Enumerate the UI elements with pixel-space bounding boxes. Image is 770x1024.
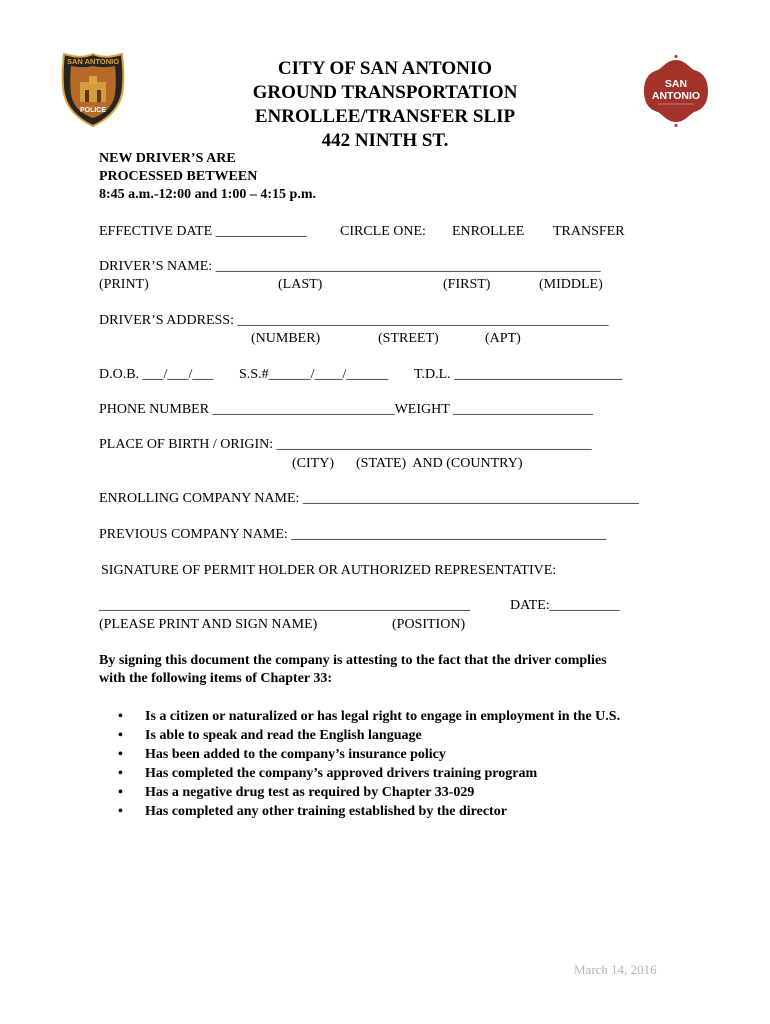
position-label: (POSITION)	[392, 617, 466, 632]
list-item	[118, 802, 620, 821]
bullet-icon: •	[118, 747, 123, 762]
list-item	[118, 707, 620, 726]
date-field[interactable]: DATE:__________	[510, 598, 620, 613]
requirement-text: Has completed the company’s approved drivers training program	[145, 766, 538, 781]
state-country-label: (STATE) AND (COUNTRY)	[356, 456, 523, 471]
requirement-text: Is able to speak and read the English language	[145, 728, 422, 743]
bullet-icon: •	[118, 766, 123, 781]
bullet-icon: •	[118, 709, 123, 724]
notice-line-2: PROCESSED BETWEEN	[99, 169, 258, 184]
requirement-text: Is a citizen or naturalized or has legal right to engage in employment in the U.S.	[145, 709, 621, 724]
police-logo-top-text: SAN ANTONIO	[66, 57, 120, 66]
title-line-4: 442 NINTH ST.	[321, 130, 449, 151]
notice-line-3: 8:45 a.m.-12:00 and 1:00 – 4:15 p.m.	[99, 187, 316, 202]
place-of-birth-field[interactable]: PLACE OF BIRTH / ORIGIN: _____________________________________________	[99, 437, 592, 452]
attest-line-2: with the following items of Chapter 33:	[99, 671, 333, 686]
middle-label: (MIDDLE)	[539, 277, 603, 292]
bullet-icon: •	[118, 728, 123, 743]
drivers-name-field[interactable]: DRIVER’S NAME: _______________________________________________________	[99, 259, 601, 274]
requirement-text: Has been added to the company’s insurance policy	[145, 747, 446, 762]
bullet-icon: •	[118, 785, 123, 800]
bullet-icon: •	[118, 804, 123, 819]
transfer-option[interactable]: TRANSFER	[553, 224, 625, 239]
city-logo-top-text: SAN	[664, 78, 688, 90]
requirement-text: Has completed any other training established by the director	[145, 804, 507, 819]
dob-field[interactable]: D.O.B. ___/___/___	[99, 367, 214, 382]
signature-label: SIGNATURE OF PERMIT HOLDER OR AUTHORIZED REPRESENTATIVE:	[101, 563, 557, 578]
print-sign-label: (PLEASE PRINT AND SIGN NAME)	[99, 617, 318, 632]
first-label: (FIRST)	[443, 277, 491, 292]
notice-line-1: NEW DRIVER’S ARE	[99, 151, 236, 166]
requirements-list	[118, 707, 620, 821]
drivers-address-field[interactable]: DRIVER’S ADDRESS: _____________________________________________________	[99, 313, 609, 328]
list-item	[118, 783, 620, 802]
title-line-1: CITY OF SAN ANTONIO	[277, 58, 493, 79]
police-logo-bottom-text: POLICE	[79, 107, 107, 114]
street-label: (STREET)	[378, 331, 439, 346]
city-label: (CITY)	[292, 456, 334, 471]
title-line-3: ENROLLEE/TRANSFER SLIP	[254, 106, 516, 127]
print-label: (PRINT)	[99, 277, 149, 292]
signature-line[interactable]: _____________________________________________________	[99, 598, 470, 613]
requirement-text: Has a negative drug test as required by Chapter 33-029	[145, 785, 475, 800]
number-label: (NUMBER)	[251, 331, 321, 346]
enrollee-option[interactable]: ENROLLEE	[452, 224, 525, 239]
circle-one-label: CIRCLE ONE:	[340, 224, 426, 239]
last-label: (LAST)	[278, 277, 323, 292]
list-item	[118, 726, 620, 745]
list-item	[118, 764, 620, 783]
list-item	[118, 745, 620, 764]
apt-label: (APT)	[485, 331, 521, 346]
tdl-field[interactable]: T.D.L. ________________________	[414, 367, 623, 382]
effective-date-field[interactable]: EFFECTIVE DATE _____________	[99, 224, 307, 239]
phone-weight-field[interactable]: PHONE NUMBER __________________________WEIGHT ____________________	[99, 402, 594, 417]
city-logo-bottom-text: ANTONIO	[651, 90, 701, 102]
attest-line-1: By signing this document the company is attesting to the fact that the driver complies	[99, 653, 607, 668]
enrolling-company-field[interactable]: ENROLLING COMPANY NAME: ________________________________________________	[99, 491, 639, 506]
title-line-2: GROUND TRANSPORTATION	[252, 82, 518, 103]
previous-company-field[interactable]: PREVIOUS COMPANY NAME: _____________________________________________	[99, 527, 607, 542]
footer-date: March 14, 2016	[574, 962, 657, 977]
ss-field[interactable]: S.S.#______/____/______	[239, 367, 389, 382]
